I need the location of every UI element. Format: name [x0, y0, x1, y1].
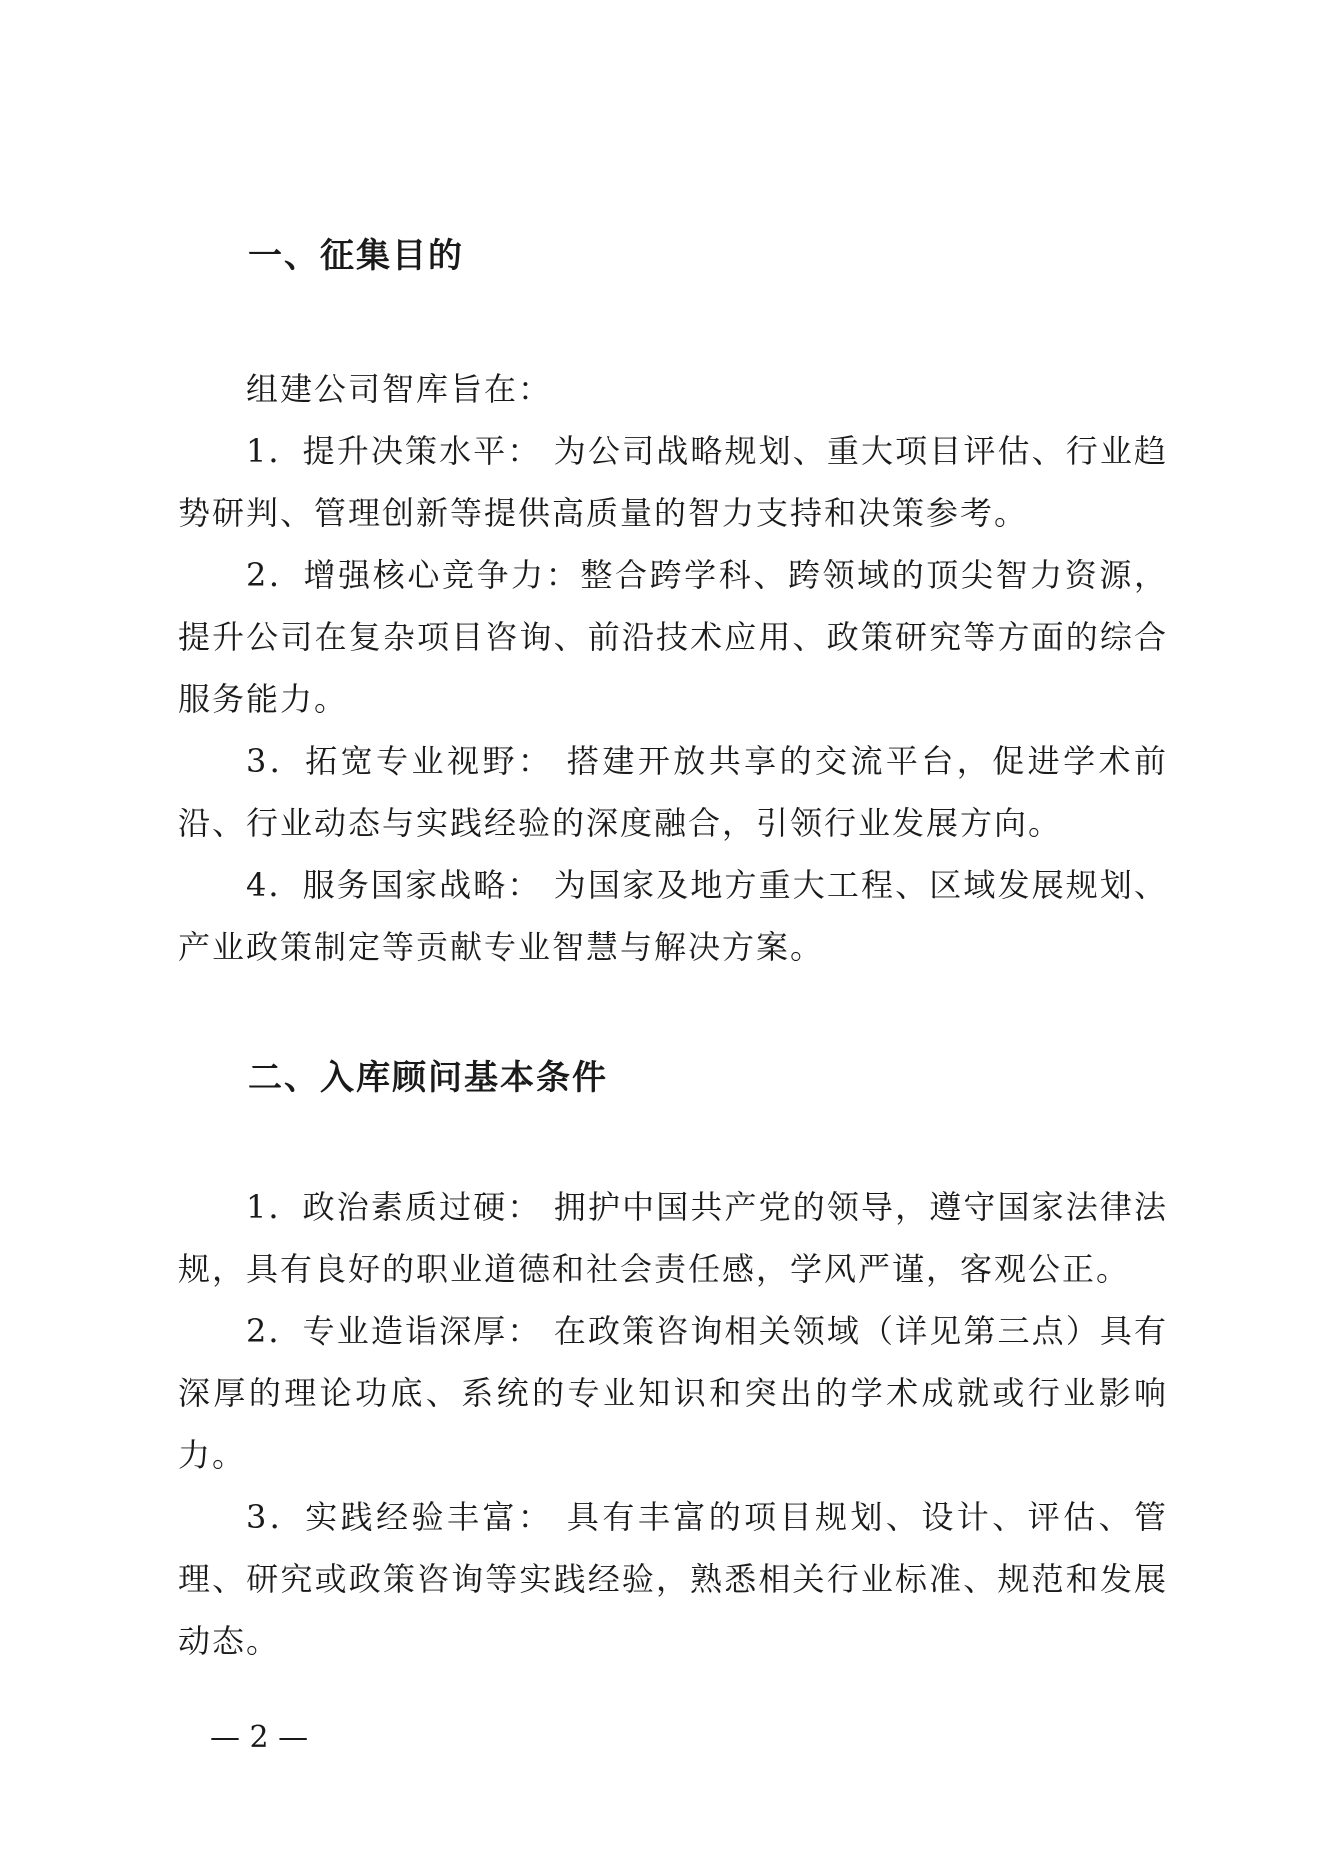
- condition-item-1: 1．政治素质过硬： 拥护中国共产党的领导，遵守国家法律法规，具有良好的职业道德和社会责任感，学风严谨，客观公正。: [178, 1188, 1168, 1288]
- section-intro: 组建公司智库旨在：: [246, 370, 553, 408]
- section-heading-conditions: 二、入库顾问基本条件: [248, 1058, 608, 1098]
- condition-item-3: 3．实践经验丰富： 具有丰富的项目规划、设计、评估、管理、研究或政策咨询等实践经验，熟悉相关行业标准、规范和发展动态。: [178, 1498, 1168, 1660]
- purpose-item-3: 3．拓宽专业视野： 搭建开放共享的交流平台，促进学术前沿、行业动态与实践经验的深度融合，引领行业发展方向。: [178, 742, 1168, 842]
- purpose-item-2: 2．增强核心竞争力：整合跨学科、跨领域的顶尖智力资源，提升公司在复杂项目咨询、前沿技术应用、政策研究等方面的综合服务能力。: [178, 556, 1168, 718]
- purpose-item-4: 4．服务国家战略： 为国家及地方重大工程、区域发展规划、产业政策制定等贡献专业智慧与解决方案。: [178, 866, 1168, 966]
- condition-item-2: 2．专业造诣深厚： 在政策咨询相关领域（详见第三点）具有深厚的理论功底、系统的专业知识和突出的学术成就或行业影响力。: [178, 1312, 1168, 1474]
- purpose-item-1: 1．提升决策水平： 为公司战略规划、重大项目评估、行业趋势研判、管理创新等提供高质量的智力支持和决策参考。: [178, 432, 1168, 532]
- page-number: — 2 —: [210, 1720, 309, 1755]
- section-heading-purpose: 一、征集目的: [248, 236, 464, 276]
